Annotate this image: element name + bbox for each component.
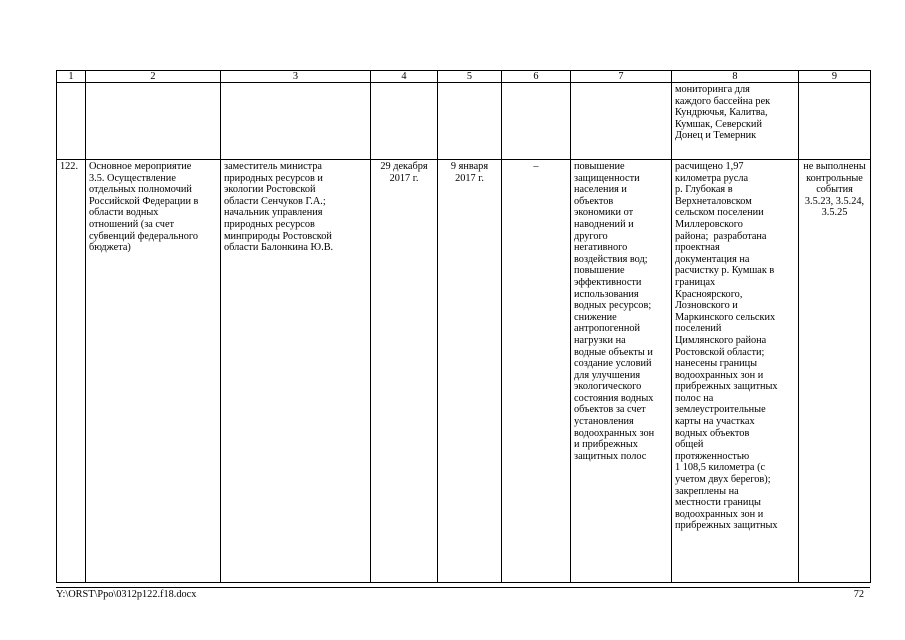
- continuation-row: [57, 83, 871, 160]
- reasons-cell: не выполнены контрольные события 3.5.23, 3.5.24, 3.5.25: [799, 160, 871, 583]
- header-cell: 7: [571, 71, 672, 83]
- table-cell: [86, 83, 221, 160]
- expected-result-cell: повышение защищенности населения и объектов экономики от наводнений и другого негативного воздействия вод; повышение эффективности использования водных ресурсов; снижение антропогенной нагрузки на водные объекты и создание условий для улучшения экологического состояния водных объектов за счет установления водоохранных зон и прибрежных защитных полос: [571, 160, 672, 583]
- event-name-cell: Основное мероприятие 3.5. Осуществление отдельных полномочий Российской Федерации в области водных отношений (за счет субвенций федерального бюджета): [86, 160, 221, 583]
- plan-date-cell: 29 декабря 2017 г.: [371, 160, 438, 583]
- table-bottom-border: [56, 587, 870, 588]
- responsible-cell: заместитель министра природных ресурсов и экологии Ростовской области Сенчуков Г.А.; начальник управления природных ресурсов минприроды Ростовской области Балонкина Ю.В.: [221, 160, 371, 583]
- table-cell: [502, 83, 571, 160]
- header-row: [57, 71, 871, 83]
- row-number-cell: 122.: [57, 160, 86, 583]
- header-cell: 5: [438, 71, 502, 83]
- header-cell: 6: [502, 71, 571, 83]
- actual-result-cell: мониторинга для каждого бассейна рек Кундрючья, Калитва, Кумшак, Северский Донец и Темерник: [672, 83, 799, 160]
- header-cell: 1: [57, 71, 86, 83]
- header-cell: 9: [799, 71, 871, 83]
- footer-file-path: Y:\ORST\Ppo\0312p122.f18.docx: [56, 589, 197, 600]
- report-table: [56, 70, 871, 583]
- header-cell: 8: [672, 71, 799, 83]
- table-cell: [799, 83, 871, 160]
- table-cell: [57, 83, 86, 160]
- table-cell: [571, 83, 672, 160]
- header-cell: 2: [86, 71, 221, 83]
- column-6-cell: –: [502, 160, 571, 583]
- page-number: 72: [853, 589, 864, 600]
- table-row-122: [57, 160, 871, 583]
- table-cell: [371, 83, 438, 160]
- table-cell: [438, 83, 502, 160]
- fact-date-cell: 9 января 2017 г.: [438, 160, 502, 583]
- table-cell: [221, 83, 371, 160]
- header-cell: 4: [371, 71, 438, 83]
- header-cell: 3: [221, 71, 371, 83]
- actual-result-cell: расчищено 1,97 километра русла р. Глубокая в Верхнеталовском сельском поселении Миллеровского района; разработана проектная документация на расчистку р. Кумшак в границах Красноярского, Лозновского и Маркинского сельских поселений Цимлянского района Ростовской области; нанесены границы водоохранных зон и прибрежных защитных полос на землеустроительные карты на участках водных объектов общей протяженностью 1 108,5 километра (с учетом двух берегов); закреплены на местности границы водоохранных зон и прибрежных защитных: [672, 160, 799, 583]
